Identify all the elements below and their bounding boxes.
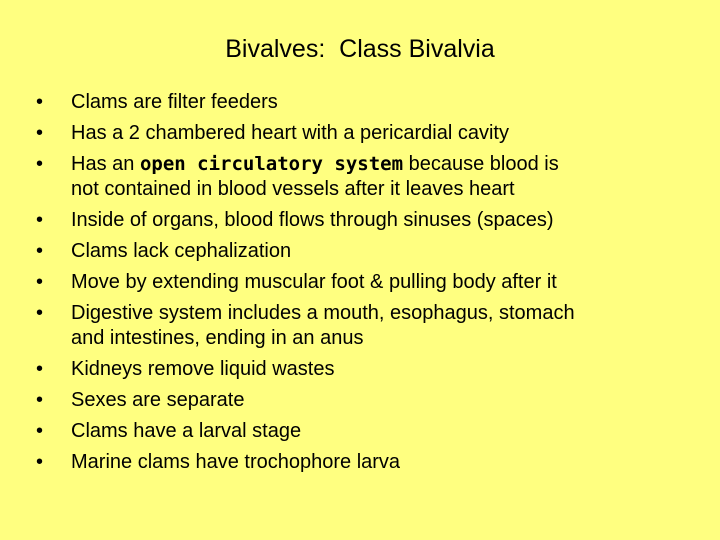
bullet-text: Inside of organs, blood flows through sinuses (spaces) <box>71 209 554 231</box>
bullet-dot-icon: • <box>36 240 44 262</box>
bullet-dot-icon: • <box>36 451 44 473</box>
bullet-text: Kidneys remove liquid wastes <box>71 358 335 380</box>
bullet-text: Has a 2 chambered heart with a pericardial cavity <box>71 122 509 144</box>
bullet-item <box>36 385 706 416</box>
bullet-text: Marine clams have trochophore larva <box>71 451 401 473</box>
bullet-item <box>36 87 706 118</box>
bullet-text: Digestive system includes a mouth, esophagus, stomach <box>71 302 575 324</box>
bullet-dot-icon: • <box>36 153 44 175</box>
bullet-text-continuation: and intestines, ending in an anus <box>71 327 364 349</box>
bullet-dot-icon: • <box>36 271 44 293</box>
bullet-dot-icon: • <box>36 91 44 113</box>
bullet-text-emphasis: open circulatory system <box>139 153 404 175</box>
bullet-dot-icon: • <box>36 209 44 231</box>
bullet-list <box>36 87 706 478</box>
bullet-dot-icon: • <box>36 122 44 144</box>
bullet-dot-icon: • <box>36 389 44 411</box>
bullet-dot-icon: • <box>36 358 44 380</box>
bullet-item <box>36 149 706 202</box>
bullet-text: Sexes are separate <box>71 389 245 411</box>
bullet-item <box>36 267 706 298</box>
bullet-text-continuation: not contained in blood vessels after it leaves heart <box>71 178 515 200</box>
bullet-item <box>36 298 706 351</box>
bullet-text: Clams are filter feeders <box>71 91 278 113</box>
slide-title: Bivalves: Class Bivalvia <box>225 35 495 63</box>
bullet-item <box>36 447 706 478</box>
bullet-text: Clams have a larval stage <box>71 420 302 442</box>
bullet-item <box>36 205 706 236</box>
bullet-item <box>36 236 706 267</box>
bullet-text: Move by extending muscular foot & pulling body after it <box>71 271 557 293</box>
bullet-dot-icon: • <box>36 302 44 324</box>
bullet-item <box>36 118 706 149</box>
bullet-item <box>36 354 706 385</box>
bullet-text-after: because blood is <box>403 153 559 175</box>
bullet-text-before: Has an <box>71 153 140 175</box>
bullet-dot-icon: • <box>36 420 44 442</box>
bullet-item <box>36 416 706 447</box>
bullet-text: Clams lack cephalization <box>71 240 292 262</box>
